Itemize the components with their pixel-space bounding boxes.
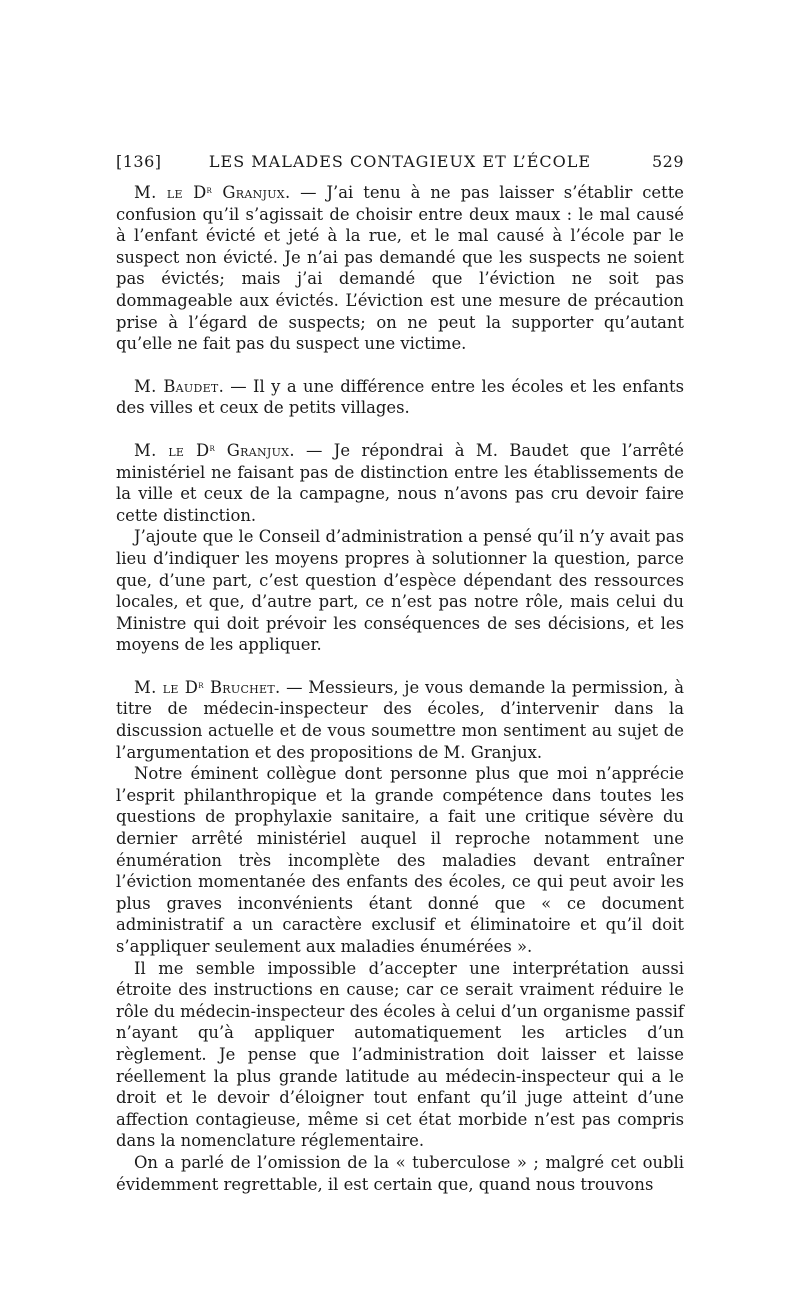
folio-bracket-number: [136]	[116, 152, 162, 171]
running-title: LES MALADES CONTAGIEUX ET L’ÉCOLE	[208, 152, 592, 171]
page-number: 529	[651, 152, 684, 171]
speaker-label: M. le $D^r$ Granjux	[134, 183, 285, 202]
paragraph-bruchet	[116, 677, 684, 763]
body-text	[116, 182, 684, 1195]
running-head	[116, 152, 684, 174]
paragraph-text: . — Messieurs, je vous demande la permission, à titre de médecin-inspecteur des écoles, d’intervenir dans la discussion actuelle et de vous soumettre mon sentiment au sujet de l’argumentation et des propositions de M. Granjux.	[116, 677, 684, 762]
paragraph-granjux-1	[116, 182, 684, 355]
paragraph-text: Notre éminent collègue dont personne plus que moi n’apprécie l’esprit philanthropique et la grande compétence dans toutes les questions de prophylaxie sanitaire, a fait une critique sévère du dernier arrêté ministériel auquel il reproche notamment une énumération très incomplète des maladies devant entraîner l’éviction momentanée des enfants des écoles, ce qui peut avoir les plus graves inconvénients étant donné que « ce document administratif a un caractère exclusif et éliminatoire et qu’il doit s’appliquer seulement aux maladies énumérées ».	[116, 764, 684, 956]
paragraph-text: . — Il y a une différence entre les écoles et les enfants des villes et ceux de petits villages.	[116, 376, 684, 418]
paragraph-granjux-2	[116, 440, 684, 526]
paragraph-text: . — Je répondrai à M. Baudet que l’arrêté ministériel ne faisant pas de distinction entre les établissements de la ville et ceux de la campagne, nous n’avons pas cru devoir faire cette distinction.	[116, 440, 684, 525]
paragraph-text: . — J’ai tenu à ne pas laisser s’établir cette confusion qu’il s’agissait de choisir entre deux maux : le mal causé à l’enfant évicté et jeté à la rue, et le mal causé à l’école par le suspect non évicté. Je n’ai pas demandé que les suspects ne soient pas évictés; mais j’ai demandé que l’éviction ne soit pas dommageable aux évictés. L’éviction est une mesure de précaution prise à l’égard de suspects; on ne peut la supporter qu’autant qu’elle ne fait pas du suspect une victime.	[116, 183, 685, 354]
paragraph-bruchet-3	[116, 958, 684, 1152]
paragraph-bruchet-2	[116, 763, 684, 957]
paragraph-text: Il me semble impossible d’accepter une interprétation aussi étroite des instructions en cause; car ce serait vraiment réduire le rôle du médecin-inspecteur des écoles à celui d’un organisme passif n’ayant qu’à appliquer automatiquement les articles d’un règlement. Je pense que l’administration doit laisser et laisse réellement la plus grande latitude au médecin-inspecteur qui a le droit et le devoir d’éloigner tout enfant qu’il juge atteint d’une affection contagieuse, même si cet état morbide n’est pas compris dans la nomenclature réglementaire.	[116, 958, 684, 1151]
paragraph-text: On a parlé de l’omission de la « tuberculose » ; malgré cet oubli évidemment regrettable, il est certain que, quand nous trouvons	[116, 1152, 684, 1194]
speaker-label: M. le $D^r$ Bruchet	[134, 677, 276, 697]
speaker-label: M. le $D^r$ Granjux	[134, 440, 290, 460]
paragraph-text: J’ajoute que le Conseil d’administration a pensé qu’il n’y avait pas lieu d’indiquer les moyens propres à solutionner la question, parce que, d’une part, c’est question d’espèce dépendant des ressources locales, et que, d’autre part, ce n’est pas notre rôle, mais celui du Ministre qui doit prévoir les conséquences de ses décisions, et les moyens de les appliquer.	[116, 527, 684, 655]
paragraph-bruchet-4	[116, 1152, 684, 1195]
paragraph-granjux-2-continued	[116, 526, 684, 656]
speaker-label: M. Baudet	[134, 376, 219, 396]
paragraph-baudet	[116, 376, 684, 419]
